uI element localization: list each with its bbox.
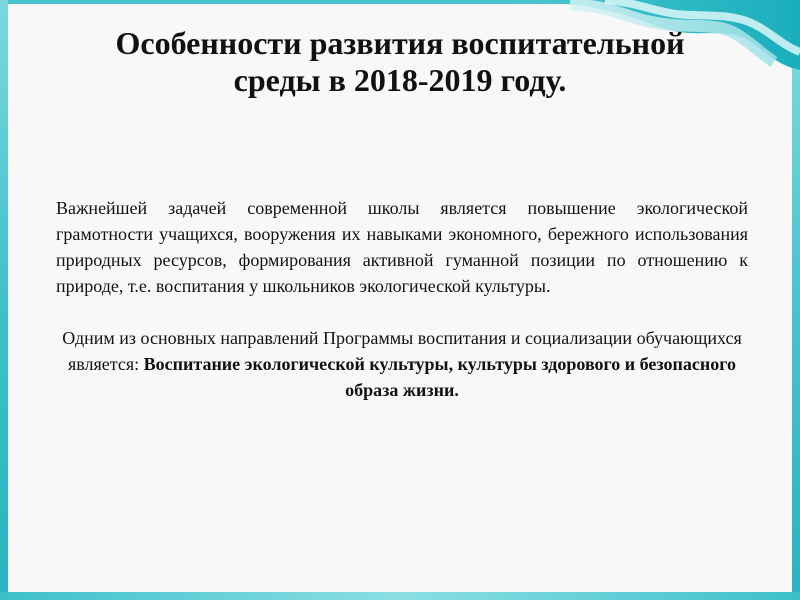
title-line-2: среды в 2018-2019 году. <box>233 62 567 98</box>
title-line-1: Особенности развития воспитательной <box>115 25 685 61</box>
slide-frame-bottom <box>0 592 800 600</box>
body-text <box>56 195 748 403</box>
slide-title <box>70 25 730 99</box>
slide-frame-left <box>0 0 8 600</box>
program-paragraph <box>56 325 748 403</box>
slide-frame-right <box>792 0 800 600</box>
ecology-task-paragraph: Важнейшей задачей современной школы является повышение экологической грамотности учащихся, вооружения их навыками экономного, бережного использования природных ресурсов, формирования активной гуманной позиции по отношению к природе, т.е. воспитания у школьников экологической культуры. <box>56 198 748 296</box>
program-paragraph-bold-text: Воспитание экологической культуры, культуры здорового и безопасного образа жизни. <box>143 354 736 400</box>
program-paragraph-text: Одним из основных направлений Программы воспитания и социализации обучающихся является: <box>62 328 742 374</box>
